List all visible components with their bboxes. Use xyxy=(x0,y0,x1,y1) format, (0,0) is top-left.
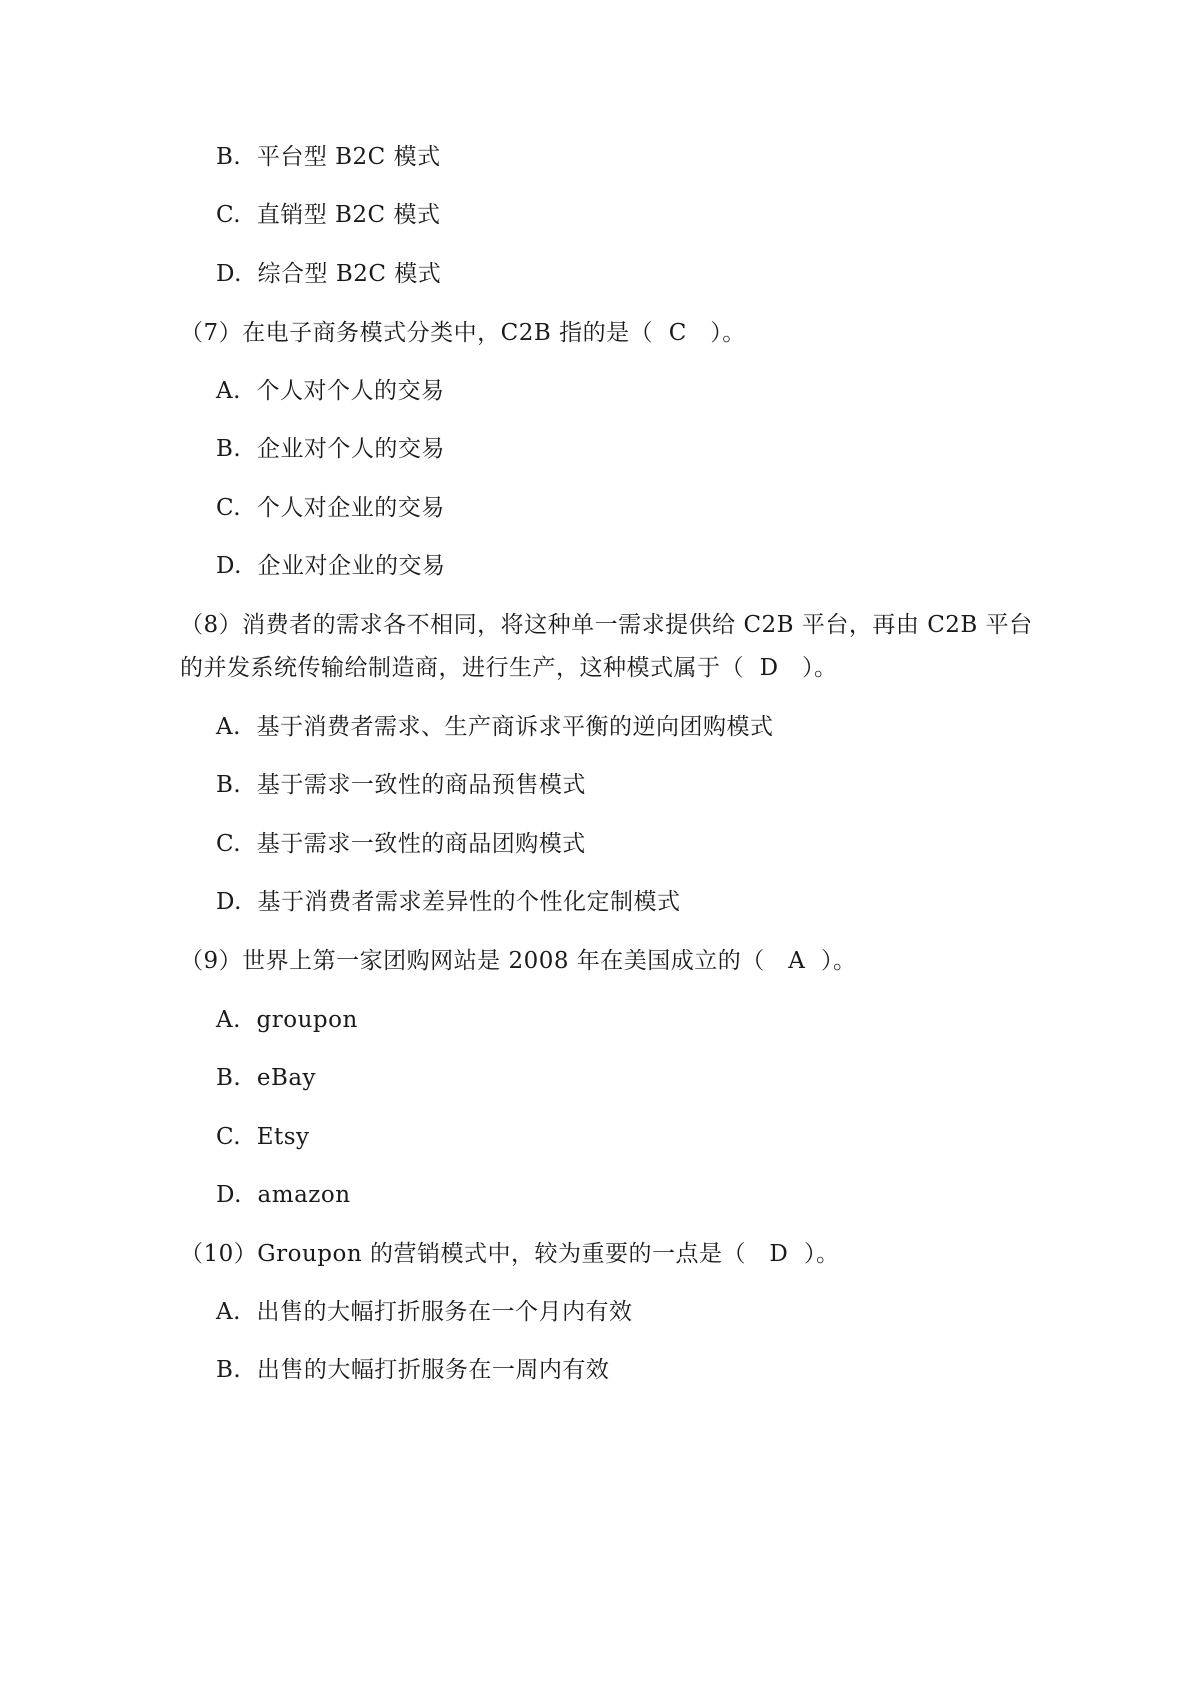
question-9: （9）世界上第一家团购网站是 2008 年在美国成立的（ A ）。 xyxy=(180,948,857,974)
option-b-q6: B. 平台型 B2C 模式 xyxy=(216,144,441,170)
option-d-q7: D. 企业对企业的交易 xyxy=(216,553,446,579)
option-b-q10: B. 出售的大幅打折服务在一周内有效 xyxy=(216,1357,610,1383)
option-d-q8: D. 基于消费者需求差异性的个性化定制模式 xyxy=(216,889,681,915)
question-8-line-2: 的并发系统传输给制造商，进行生产，这种模式属于（ D ）。 xyxy=(180,655,838,681)
option-b-q7: B. 企业对个人的交易 xyxy=(216,436,445,462)
question-7: （7）在电子商务模式分类中，C2B 指的是（ C ）。 xyxy=(180,320,746,346)
option-b-q9: B. eBay xyxy=(216,1065,317,1091)
option-a-q9: A. groupon xyxy=(216,1007,358,1033)
option-b-q8: B. 基于需求一致性的商品预售模式 xyxy=(216,772,586,798)
option-c-q8: C. 基于需求一致性的商品团购模式 xyxy=(216,831,586,857)
option-a-q7: A. 个人对个人的交易 xyxy=(216,378,445,404)
option-d-q6: D. 综合型 B2C 模式 xyxy=(216,261,442,287)
option-a-q8: A. 基于消费者需求、生产商诉求平衡的逆向团购模式 xyxy=(216,714,774,740)
option-c-q7: C. 个人对企业的交易 xyxy=(216,495,445,521)
question-8-line-1: （8）消费者的需求各不相同，将这种单一需求提供给 C2B 平台，再由 C2B 平台 xyxy=(180,612,1033,638)
question-10: （10）Groupon 的营销模式中，较为重要的一点是（ D ）。 xyxy=(180,1241,840,1267)
option-c-q9: C. Etsy xyxy=(216,1124,310,1150)
option-a-q10: A. 出售的大幅打折服务在一个月内有效 xyxy=(216,1299,633,1325)
option-c-q6: C. 直销型 B2C 模式 xyxy=(216,202,441,228)
option-d-q9: D. amazon xyxy=(216,1182,351,1208)
